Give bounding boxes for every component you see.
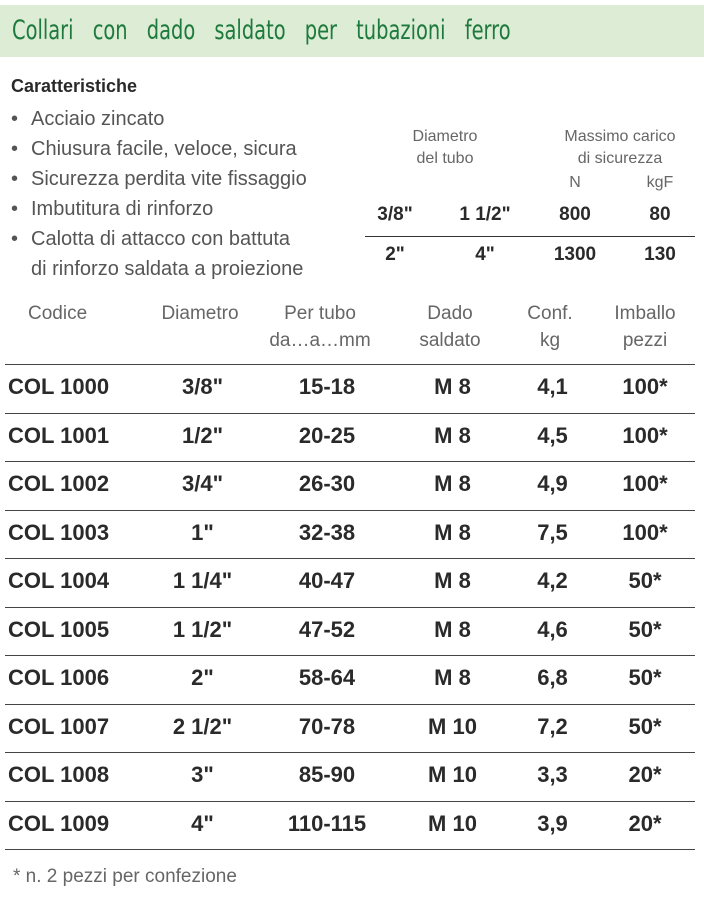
cell-diametro: 1/2" — [181, 422, 223, 448]
cell-tubo: 58-64 — [298, 665, 356, 690]
cell-dado: M 8 — [434, 374, 471, 399]
header-dado: Dado saldato — [419, 303, 481, 351]
cell-codice: COL 1006 — [8, 665, 110, 690]
cell-conf: 4,1 — [537, 374, 568, 399]
spec-from: 3/8" — [377, 204, 413, 225]
cell-imballo: 20* — [628, 762, 662, 787]
row-divider — [5, 801, 695, 802]
cell-conf: 4,2 — [537, 568, 568, 593]
feature-item: • Imbutitura di rinforzo — [11, 198, 214, 220]
cell-diametro: 4" — [191, 810, 214, 836]
spec-divider — [365, 236, 695, 237]
feature-item: • Calotta di attacco con battuta — [11, 228, 291, 250]
cell-conf: 6,8 — [537, 665, 568, 690]
cell-codice: COL 1009 — [8, 810, 110, 836]
cell-imballo: 50* — [628, 665, 662, 690]
cell-imballo: 100* — [622, 519, 668, 545]
cell-dado: M 8 — [434, 568, 471, 593]
row-divider — [5, 413, 695, 414]
cell-diametro: 3/4" — [181, 471, 223, 496]
cell-tubo: 15-18 — [298, 374, 356, 399]
cell-imballo: 100* — [622, 471, 668, 496]
cell-diametro: 2" — [191, 665, 214, 690]
footnote: * n. 2 pezzi per confezione — [13, 866, 237, 887]
spec-from: 2" — [385, 244, 405, 265]
row-divider — [5, 704, 695, 705]
cell-codice: COL 1003 — [8, 519, 110, 545]
header-diametro: Diametro — [161, 303, 239, 324]
features-list — [11, 104, 307, 284]
spec-unit-n: N — [569, 174, 581, 191]
cell-diametro: 1" — [191, 519, 214, 545]
cell-codice: COL 1004 — [8, 568, 110, 593]
cell-tubo: 85-90 — [298, 762, 356, 787]
spec-n: 800 — [559, 204, 591, 225]
row-divider — [5, 510, 695, 511]
cell-diametro: 2 1/2" — [172, 713, 233, 739]
cell-dado: M 10 — [428, 810, 477, 836]
cell-diametro: 3" — [191, 762, 214, 787]
cell-dado: M 8 — [434, 616, 471, 642]
row-divider — [5, 752, 695, 753]
spec-kgf: 130 — [644, 244, 676, 265]
row-divider — [5, 607, 695, 608]
cell-conf: 7,5 — [537, 519, 568, 545]
cell-conf: 3,9 — [537, 810, 568, 836]
spec-diam-header-2: del tubo — [416, 150, 474, 167]
cell-imballo: 100* — [622, 374, 668, 399]
cell-conf: 4,5 — [537, 422, 568, 448]
row-divider — [5, 849, 695, 850]
spec-to: 4" — [475, 244, 495, 265]
cell-codice: COL 1008 — [8, 762, 110, 787]
feature-item: • Acciaio zincato — [11, 108, 165, 130]
cell-diametro: 3/8" — [181, 374, 223, 399]
cell-tubo: 40-47 — [298, 568, 356, 593]
row-divider — [5, 364, 695, 365]
cell-dado: M 8 — [434, 665, 471, 690]
cell-diametro: 1 1/2" — [172, 616, 233, 642]
cell-codice: COL 1007 — [8, 713, 110, 739]
cell-tubo: 47-52 — [298, 616, 356, 642]
cell-codice: COL 1002 — [8, 471, 110, 496]
row-divider — [5, 655, 695, 656]
spec-kgf: 80 — [649, 204, 671, 225]
cell-codice: COL 1005 — [8, 616, 110, 642]
cell-imballo: 20* — [628, 810, 662, 836]
cell-dado: M 8 — [434, 422, 471, 448]
header-codice: Codice — [28, 303, 88, 324]
spec-load-header-2: di sicurezza — [577, 150, 663, 167]
header-conf: Conf. kg — [527, 303, 573, 351]
feature-item: • Sicurezza perdita vite fissaggio — [11, 168, 307, 190]
title-band — [0, 5, 704, 57]
cell-codice: COL 1001 — [8, 422, 110, 448]
cell-dado: M 10 — [428, 762, 477, 787]
cell-codice: COL 1000 — [8, 374, 110, 399]
spec-to: 1 1/2" — [459, 204, 511, 225]
cell-dado: M 10 — [428, 713, 477, 739]
spec-n: 1300 — [553, 244, 597, 265]
page-title: Collari con dado saldato per tubazioni ferro — [12, 15, 511, 46]
features-heading: Caratteristiche — [11, 76, 138, 96]
cell-tubo: 26-30 — [298, 471, 356, 496]
cell-conf: 3,3 — [537, 762, 568, 787]
cell-imballo: 100* — [622, 422, 668, 448]
row-divider — [5, 461, 695, 462]
cell-tubo: 20-25 — [298, 422, 356, 448]
header-per-tubo: Per tubo da…a…mm — [269, 303, 371, 351]
cell-conf: 4,6 — [537, 616, 568, 642]
cell-tubo: 32-38 — [298, 519, 356, 545]
row-divider — [5, 558, 695, 559]
feature-item-continued: di rinforzo saldata a proiezione — [31, 258, 304, 280]
cell-conf: 4,9 — [537, 471, 568, 496]
cell-imballo: 50* — [628, 616, 662, 642]
cell-dado: M 8 — [434, 471, 471, 496]
cell-diametro: 1 1/4" — [172, 568, 233, 593]
spec-diam-header-1: Diametro — [412, 128, 478, 145]
feature-item: • Chiusura facile, veloce, sicura — [11, 138, 297, 160]
spec-load-header-1: Massimo carico — [564, 128, 676, 145]
cell-conf: 7,2 — [537, 713, 568, 739]
cell-dado: M 8 — [434, 519, 471, 545]
cell-imballo: 50* — [628, 568, 662, 593]
header-imballo: Imballo pezzi — [614, 303, 676, 351]
cell-imballo: 50* — [628, 713, 662, 739]
cell-tubo: 110-115 — [287, 810, 367, 836]
spec-unit-kgf: kgF — [646, 174, 674, 191]
cell-tubo: 70-78 — [298, 713, 356, 739]
